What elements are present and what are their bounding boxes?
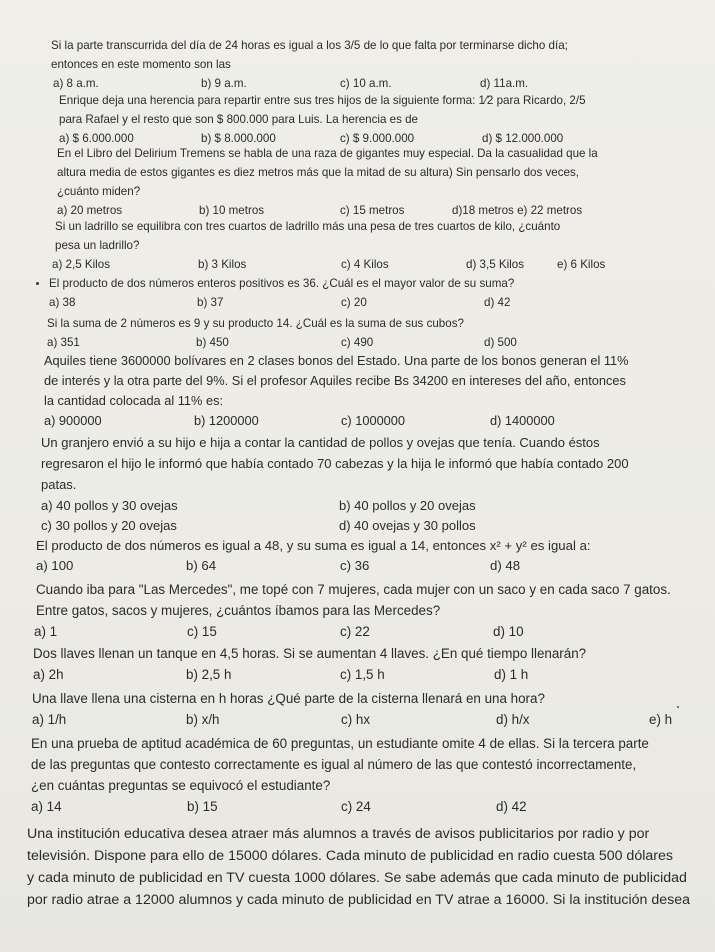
option-b: b) 37 <box>197 296 224 309</box>
option-b: b) 15 <box>187 799 218 814</box>
question-3 <box>57 144 598 221</box>
option-c: c) hx <box>341 712 371 727</box>
option-d: d) 500 <box>484 336 517 349</box>
question-text: El producto de dos números es igual a 48, y su suma es igual a 14, entonces <box>36 538 490 553</box>
answer-options <box>31 796 649 816</box>
answer-options <box>47 333 517 353</box>
answer-options-row-2 <box>41 515 629 535</box>
question-text-line: El producto de dos números enteros positivos es 36. ¿Cuál es el mayor valor de su suma? <box>49 277 515 290</box>
option-a: a) 40 pollos y 30 ovejas <box>41 498 178 513</box>
question-text-line: pesa un ladrillo? <box>55 239 140 252</box>
question-text-line: para Rafael y el resto que son $ 800.000 para Luis. La herencia es de <box>59 113 419 126</box>
question-text-line: patas. <box>41 477 77 492</box>
option-a: a) 351 <box>47 336 80 349</box>
option-d: d) h/x <box>496 712 530 727</box>
question-2 <box>59 91 586 149</box>
option-b: b) 1200000 <box>194 413 259 428</box>
option-d: d) 11a.m. <box>480 77 529 90</box>
question-text: es igual a: <box>526 538 591 553</box>
option-a: a) 2h <box>33 667 64 682</box>
question-6 <box>47 314 517 353</box>
option-c: c) 22 <box>340 624 370 639</box>
option-e: e) 6 Kilos <box>557 258 606 271</box>
question-10 <box>36 579 671 641</box>
question-text-line: televisión. Dispone para ello de 15000 dólares. Cada minuto de publicidad en radio cuesta 500 dólares <box>27 848 673 864</box>
option-c: c) 30 pollos y 20 ovejas <box>41 518 177 533</box>
option-c: c) 4 Kilos <box>341 258 389 271</box>
option-c: c) 490 <box>341 336 374 349</box>
question-7 <box>44 351 629 431</box>
bullet-mark <box>36 282 39 285</box>
option-a: a) $ 6.000.000 <box>59 132 134 145</box>
option-c: c) 20 <box>341 296 367 309</box>
option-c: c) 10 a.m. <box>340 77 392 90</box>
option-d: d) 42 <box>484 296 511 309</box>
option-c: c) 1,5 h <box>340 667 385 682</box>
stray-mark <box>677 706 679 708</box>
question-text-line: Enrique deja una herencia para repartir entre sus tres hijos de la siguiente forma: 1⁄2 para Ricardo, 2/5 <box>59 94 586 107</box>
option-b: b) 9 a.m. <box>201 77 247 90</box>
option-c: c) 24 <box>341 799 371 814</box>
answer-options <box>52 255 606 275</box>
option-b: b) x/h <box>186 712 220 727</box>
option-a: a) 8 a.m. <box>53 77 99 90</box>
option-e: e) h <box>649 712 673 727</box>
question-text-line: Cuando iba para "Las Mercedes", me topé con 7 mujeres, cada mujer con un saco y en cada saco 7 gatos. <box>36 582 671 597</box>
option-d-e: d)18 metros e) 22 metros <box>452 204 583 217</box>
math-expression: x² + y² <box>489 538 527 553</box>
answer-options <box>33 664 586 684</box>
question-text-line: En el Libro del Delirium Tremens se habla de una raza de gigantes muy especial. Da la casualidad que la <box>57 147 598 160</box>
option-a: a) 14 <box>31 799 62 814</box>
answer-options-row-1 <box>41 495 629 515</box>
option-c-first: c) 15 <box>187 624 217 639</box>
option-d: d) 42 <box>496 799 527 814</box>
option-d: d) $ 12.000.000 <box>482 132 564 145</box>
option-d: d) 1400000 <box>490 413 555 428</box>
question-13 <box>31 733 649 816</box>
question-9 <box>36 536 591 576</box>
answer-options <box>36 621 671 641</box>
question-5 <box>49 274 514 313</box>
question-12 <box>32 688 673 729</box>
option-d: d) 48 <box>490 558 521 573</box>
question-text-line: la cantidad colocada al 11% es: <box>44 393 224 408</box>
option-a: a) 2,5 Kilos <box>52 258 110 271</box>
option-a: a) 38 <box>49 296 76 309</box>
option-b: b) 40 pollos y 20 ovejas <box>339 498 476 513</box>
question-text-line: Una llave llena una cisterna en h horas ¿Qué parte de la cisterna llenará en una hora? <box>32 691 545 706</box>
option-b: b) 3 Kilos <box>198 258 247 271</box>
question-text-line: Aquiles tiene 3600000 bolívares en 2 clases bonos del Estado. Una parte de los bonos generan el 11% <box>44 353 629 368</box>
option-c: c) $ 9.000.000 <box>340 132 415 145</box>
question-text-line: de interés y la otra parte del 9%. Si el profesor Aquiles recibe Bs 34200 en intereses del año, entonces <box>44 373 626 388</box>
question-text-line: altura media de estos gigantes es diez metros más que la mitad de su altura) Sin pensarlo dos veces, <box>57 166 579 179</box>
question-text-line: En una prueba de aptitud académica de 60 preguntas, un estudiante omite 4 de ellas. Si la tercera parte <box>31 736 649 751</box>
question-text-line: Dos llaves llenan un tanque en 4,5 horas. Si se aumentan 4 llaves. ¿En qué tiempo llenarán? <box>33 646 587 661</box>
option-c: c) 1000000 <box>341 413 406 428</box>
option-a: a) 20 metros <box>57 204 123 217</box>
question-text-line: y cada minuto de publicidad en TV cuesta 1000 dólares. Se sabe además que cada minuto de publicidad <box>27 870 687 886</box>
question-text-line: Entre gatos, sacos y mujeres, ¿cuántos íbamos para las Mercedes? <box>36 603 441 618</box>
question-14 <box>27 823 690 911</box>
question-text-line: por radio atrae a 12000 alumnos y cada minuto de publicidad en TV atrae a 16000. Si la institución desea <box>27 892 691 908</box>
option-a: a) 1/h <box>32 712 67 727</box>
question-text-line: Una institución educativa desea atraer más alumnos a través de avisos publicitarios por radio y por <box>27 826 650 842</box>
question-text-line: Un granjero envió a su hijo e hija a contar la cantidad de pollos y ovejas que tenía. Cuando éstos <box>41 435 600 450</box>
option-c: c) 36 <box>340 558 370 573</box>
question-text-line: entonces en este momento son las <box>51 58 231 71</box>
answer-options <box>32 709 673 729</box>
option-d: d) 3,5 Kilos <box>466 258 524 271</box>
question-11 <box>33 643 586 684</box>
option-d: d) 10 <box>493 624 524 639</box>
question-text-line: de las preguntas que contesto correctamente es igual al número de las que contestó incorrectamente, <box>31 757 637 772</box>
question-1 <box>51 36 568 94</box>
option-c: c) 15 metros <box>340 204 405 217</box>
option-a: a) 100 <box>36 558 74 573</box>
answer-options <box>49 293 514 313</box>
question-text-line: ¿en cuántas preguntas se equivocó el estudiante? <box>31 778 331 793</box>
question-text-line: Si la parte transcurrida del día de 24 horas es igual a los 3/5 de lo que falta por terminarse dicho día; <box>51 39 568 52</box>
option-d: d) 40 ovejas y 30 pollos <box>339 518 476 533</box>
option-a: a) 1 <box>34 624 58 639</box>
question-text-line: regresaron el hijo le informó que había contado 70 cabezas y la hija le informó que había contado 200 <box>41 456 629 471</box>
option-b: b) 10 metros <box>199 204 265 217</box>
option-b: b) 450 <box>196 336 229 349</box>
question-text-line: Si la suma de 2 números es 9 y su producto 14. ¿Cuál es la suma de sus cubos? <box>47 317 464 330</box>
option-b: b) 2,5 h <box>186 667 232 682</box>
question-4 <box>52 217 606 275</box>
option-b: b) 64 <box>186 558 217 573</box>
question-text-line: Si un ladrillo se equilibra con tres cuartos de ladrillo más una pesa de tres cuartos de kilo, ¿cuánto <box>55 220 561 233</box>
question-text-line <box>36 536 591 556</box>
answer-options <box>36 556 591 576</box>
question-text-line: ¿cuánto miden? <box>57 185 141 198</box>
option-a: a) 900000 <box>44 413 102 428</box>
option-b: b) $ 8.000.000 <box>201 132 276 145</box>
option-d: d) 1 h <box>494 667 529 682</box>
answer-options <box>44 411 629 431</box>
question-8 <box>41 432 629 535</box>
